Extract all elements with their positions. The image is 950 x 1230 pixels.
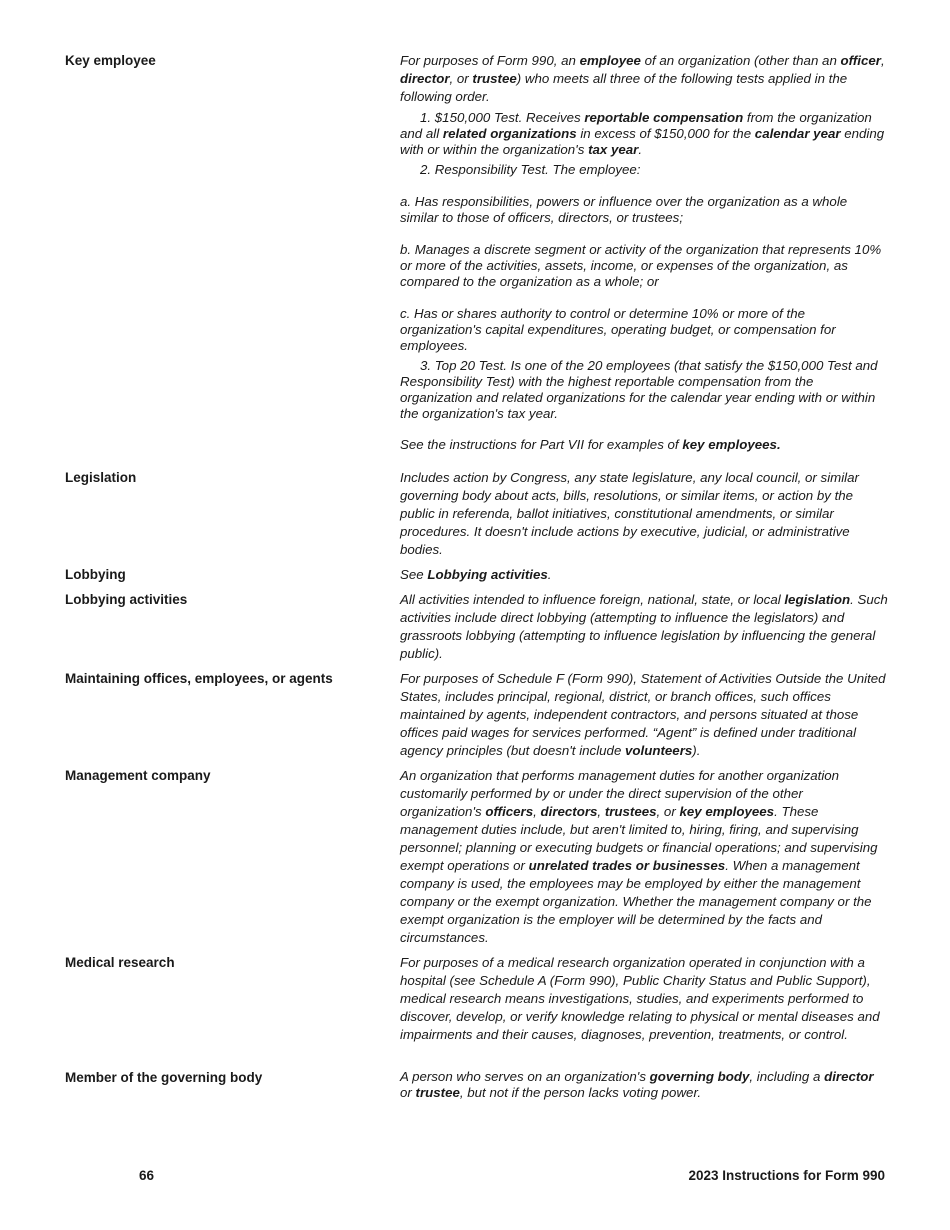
term-member-governing-body: Member of the governing body: [65, 1070, 263, 1085]
key-employee-test-2a: a. Has responsibilities, powers or influence over the organization as a whole similar to those of officers, directors, or trustees;: [400, 194, 848, 225]
definition-member-governing-body: A person who serves on an organization's governing body, including a director or trustee, but not if the person lacks voting power.: [400, 1069, 874, 1100]
key-employee-test-2: 2. Responsibility Test. The employee:: [420, 162, 641, 177]
key-employee-see-also: See the instructions for Part VII for examples of key employees.: [400, 437, 781, 452]
term-legislation: Legislation: [65, 470, 137, 485]
key-employee-test-2c: c. Has or shares authority to control or determine 10% or more of the organization's capital expenditures, operating budget, or compensation for employees.: [400, 306, 836, 353]
term-medical-research: Medical research: [65, 955, 175, 970]
definition-lobbying: See Lobbying activities.: [400, 567, 552, 582]
definition-lobbying-activities: All activities intended to influence foreign, national, state, or local legislation. Such activities include direct lobbying (attempting to influence the legislators) and grassroots lobbying (attempting to influence legislation by influencing the general public).: [400, 592, 888, 661]
definition-management-company: An organization that performs management duties for another organization customarily performed by or under the direct supervision of the other organization's officers, directors, trustees, or key employees. These management duties include, but aren't limited to, hiring, firing, and supervising personnel; planning or executing budgets or financial operations; and supervising exempt operations or unrelated trades or businesses. When a management company is used, the employees may be employed by either the management company or the exempt organization. Whether the management company or the exempt organization is the employer will be determined by the facts and circumstances.: [400, 768, 878, 945]
term-lobbying: Lobbying: [65, 567, 126, 582]
definition-key-employee: [400, 52, 888, 454]
definition-medical-research: For purposes of a medical research organization operated in conjunction with a hospital (see Schedule A (Form 990), Public Charity Status and Public Support), medical research means investigations, studies, and experiments performed to discover, develop, or verify knowledge relating to physical or mental diseases and impairments and their causes, diagnoses, prevention, treatments, or control.: [400, 955, 880, 1042]
definition-maintaining-offices: For purposes of Schedule F (Form 990), Statement of Activities Outside the United States, includes principal, regional, district, or branch offices, such offices maintained by agents, independent contractors, and persons situated at those offices paid wages for services performed. “Agent” is defined under traditional agency principles (but doesn't include volunteers).: [400, 671, 886, 758]
key-employee-test-3: 3. Top 20 Test. Is one of the 20 employees (that satisfy the $150,000 Test and Responsibility Test) with the highest reportable compensation from the organization and related organizations for the calendar year ending with or within the organization's tax year.: [400, 358, 878, 421]
term-management-company: Management company: [65, 768, 211, 783]
key-employee-test-2b: b. Manages a discrete segment or activity of the organization that represents 10% or more of the activities, assets, income, or expenses of the organization, as compared to the organization as a whole; or: [400, 242, 882, 289]
key-employee-test-1: 1. $150,000 Test. Receives reportable compensation from the organization and all related organizations in excess of $150,000 for the calendar year ending with or within the organization's tax year.: [400, 110, 885, 157]
term-lobbying-activities: Lobbying activities: [65, 592, 188, 607]
key-employee-intro: For purposes of Form 990, an employee of an organization (other than an officer, director, or trustee) who meets all three of the following tests applied in the following order.: [400, 53, 885, 104]
page-number: 66: [139, 1168, 155, 1183]
term-maintaining-offices: Maintaining offices, employees, or agents: [65, 671, 333, 686]
definition-legislation: Includes action by Congress, any state legislature, any local council, or similar governing body about acts, bills, resolutions, or similar items, or action by the public in referenda, ballot initiatives, constitutional amendments, or similar procedures. It doesn't include actions by executive, judicial, or administrative bodies.: [400, 470, 859, 557]
term-key-employee: Key employee: [65, 53, 156, 68]
document-title: 2023 Instructions for Form 990: [688, 1168, 885, 1183]
